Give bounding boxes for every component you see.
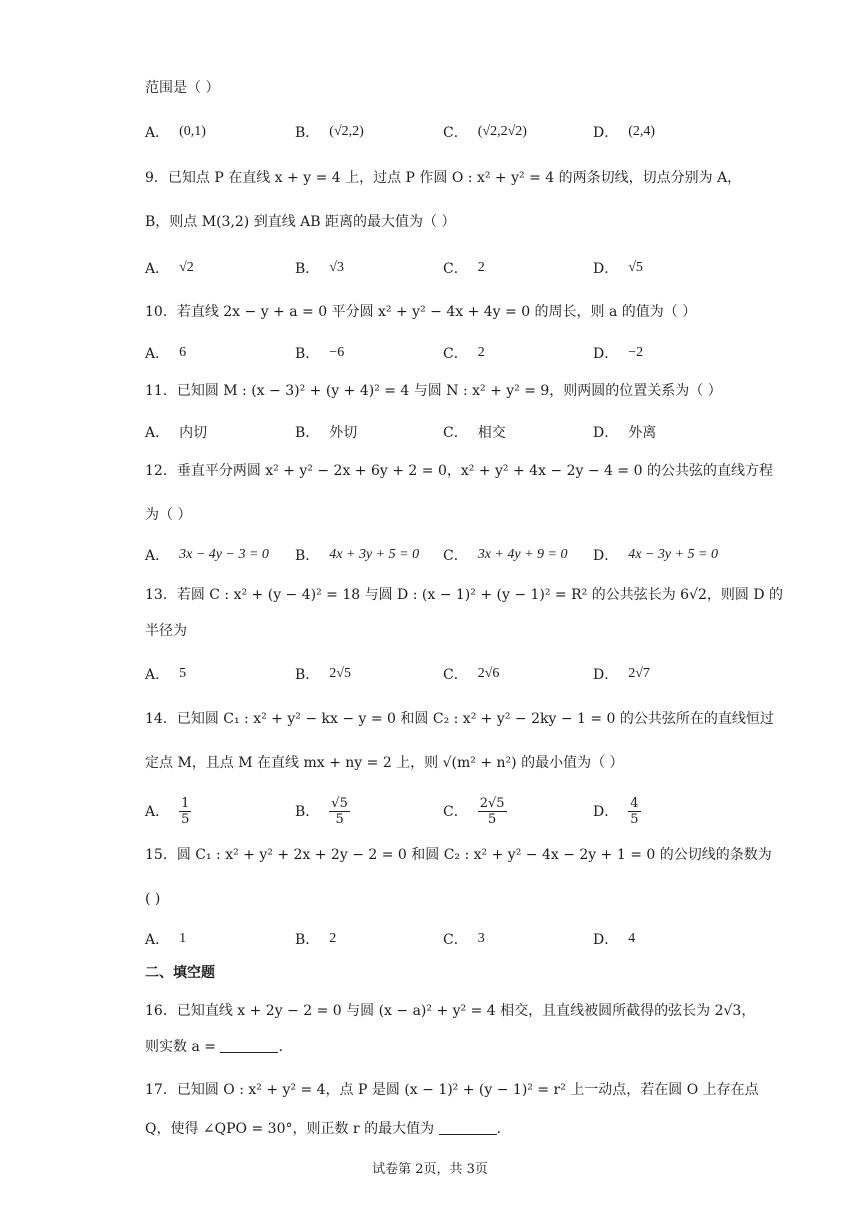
q14-option-a[interactable]: A． $\frac{1}{5}$ — [145, 795, 190, 827]
q15-option-c[interactable]: C． 3 — [443, 931, 485, 948]
q12-line2: 为（ ） — [145, 507, 192, 523]
page-footer: 试卷第 2页，共 3页 — [372, 1162, 488, 1177]
q10-options — [145, 338, 745, 368]
q10-option-b[interactable]: B． −6 — [295, 345, 345, 362]
q9-option-a[interactable]: A． √2 — [145, 260, 194, 277]
q14-option-b[interactable]: B． $\frac{√5}{5}$ — [295, 795, 348, 827]
q17-line2 — [145, 1119, 501, 1139]
q9-line1: 9．已知点 P 在直线 x + y = 4 上，过点 P 作圆 O : x² + y² = 4 的两条切线，切点分别为 A， — [145, 170, 742, 186]
q13-line1: 13．若圆 C : x² + (y − 4)² = 18 与圆 D : (x − 1)² + (y − 1)² = R² 的公共弦长为 6√2，则圆 D 的 — [145, 587, 784, 603]
q14-option-d[interactable]: D． $\frac{4}{5}$ — [593, 795, 639, 827]
q15-option-d[interactable]: D． 4 — [593, 931, 636, 948]
q9-line2: B，则点 M(3,2) 到直线 AB 距离的最大值为（ ） — [145, 214, 456, 230]
q13-option-b[interactable]: B． 2√5 — [295, 666, 351, 683]
q17-line1: 17．已知圆 O : x² + y² = 4，点 P 是圆 (x − 1)² + (y − 1)² = r² 上一动点，若在圆 O 上存在点 — [145, 1082, 759, 1098]
q9-option-c[interactable]: C． 2 — [443, 260, 485, 277]
answer-blank[interactable] — [439, 1120, 497, 1135]
q14-line2: 定点 M，且点 M 在直线 mx + ny = 2 上，则 √(m² + n²) 的最小值为（ ） — [145, 755, 624, 771]
answer-blank[interactable] — [220, 1038, 278, 1053]
section-heading: 二、填空题 — [145, 965, 215, 981]
q13-options — [145, 659, 745, 689]
q11-option-b[interactable]: B． 外切 — [295, 425, 358, 441]
q8-option-d[interactable]: D． (2,4) — [593, 124, 656, 141]
q11-option-a[interactable]: A． 内切 — [145, 425, 208, 441]
q12-line1: 12．垂直平分两圆 x² + y² − 2x + 6y + 2 = 0，x² + y² + 4x − 2y − 4 = 0 的公共弦的直线方程 — [145, 463, 773, 479]
q16-line2 — [145, 1037, 283, 1057]
q15-option-a[interactable]: A． 1 — [145, 931, 187, 948]
q14-options — [145, 794, 745, 828]
q9-option-d[interactable]: D． √5 — [593, 260, 643, 277]
q15-option-b[interactable]: B． 2 — [295, 931, 337, 948]
q16-prefix: 则实数 a = — [145, 1039, 216, 1055]
q8-option-a[interactable]: A． (0,1) — [145, 124, 206, 141]
q17-prefix: Q，使得 ∠QPO = 30°，则正数 r 的最大值为 — [145, 1121, 435, 1137]
q10-option-c[interactable]: C． 2 — [443, 345, 485, 362]
q8-options — [145, 117, 745, 147]
q8-option-b[interactable]: B． (√2,2) — [295, 124, 364, 141]
q15-line2: ( ) — [145, 891, 161, 907]
q8-option-c[interactable]: C． (√2,2√2) — [443, 124, 527, 141]
q12-options — [145, 540, 745, 570]
q17-suffix: . — [496, 1121, 501, 1137]
q12-option-b[interactable]: B． 4x + 3y + 5 = 0 — [295, 547, 420, 564]
q14-line1: 14．已知圆 C₁ : x² + y² − kx − y = 0 和圆 C₂ : x² + y² − 2ky − 1 = 0 的公共弦所在的直线恒过 — [145, 711, 774, 727]
q11-option-c[interactable]: C． 相交 — [443, 425, 506, 441]
q13-option-a[interactable]: A． 5 — [145, 666, 187, 683]
q14-option-c[interactable]: C． $\frac{2√5}{5}$ — [443, 795, 505, 827]
q16-line1: 16．已知直线 x + 2y − 2 = 0 与圆 (x − a)² + y² = 4 相交，且直线被圆所截得的弦长为 2√3， — [145, 1003, 756, 1019]
q12-option-c[interactable]: C． 3x + 4y + 9 = 0 — [443, 547, 568, 564]
q11-options — [145, 417, 745, 447]
q15-line1: 15．圆 C₁ : x² + y² + 2x + 2y − 2 = 0 和圆 C₂ : x² + y² − 4x − 2y + 1 = 0 的公切线的条数为 — [145, 847, 772, 863]
q12-option-d[interactable]: D． 4x − 3y + 5 = 0 — [593, 547, 719, 564]
fraction: $\frac{2√5}{5}$ — [479, 795, 505, 827]
q9-option-b[interactable]: B． √3 — [295, 260, 344, 277]
q9-options — [145, 253, 745, 283]
q12-option-a[interactable]: A． 3x − 4y − 3 = 0 — [145, 547, 269, 564]
fraction: $\frac{1}{5}$ — [181, 795, 190, 827]
q13-line2: 半径为 — [145, 623, 187, 639]
fraction: $\frac{4}{5}$ — [630, 795, 639, 827]
q15-options — [145, 924, 745, 954]
q10-option-d[interactable]: D． −2 — [593, 345, 644, 362]
q13-option-c[interactable]: C． 2√6 — [443, 666, 500, 683]
fraction: $\frac{√5}{5}$ — [331, 795, 348, 827]
q10-line1: 10．若直线 2x − y + a = 0 平分圆 x² + y² − 4x + 4y = 0 的周长，则 a 的值为（ ） — [145, 304, 697, 320]
q8-stem-end: 范围是（ ） — [145, 80, 220, 96]
q11-option-d[interactable]: D． 外离 — [593, 425, 657, 441]
q16-suffix: . — [278, 1039, 283, 1055]
q13-option-d[interactable]: D． 2√7 — [593, 666, 650, 683]
q11-line1: 11．已知圆 M : (x − 3)² + (y + 4)² = 4 与圆 N : x² + y² = 9，则两圆的位置关系为（ ） — [145, 383, 722, 399]
q10-option-a[interactable]: A． 6 — [145, 345, 187, 362]
